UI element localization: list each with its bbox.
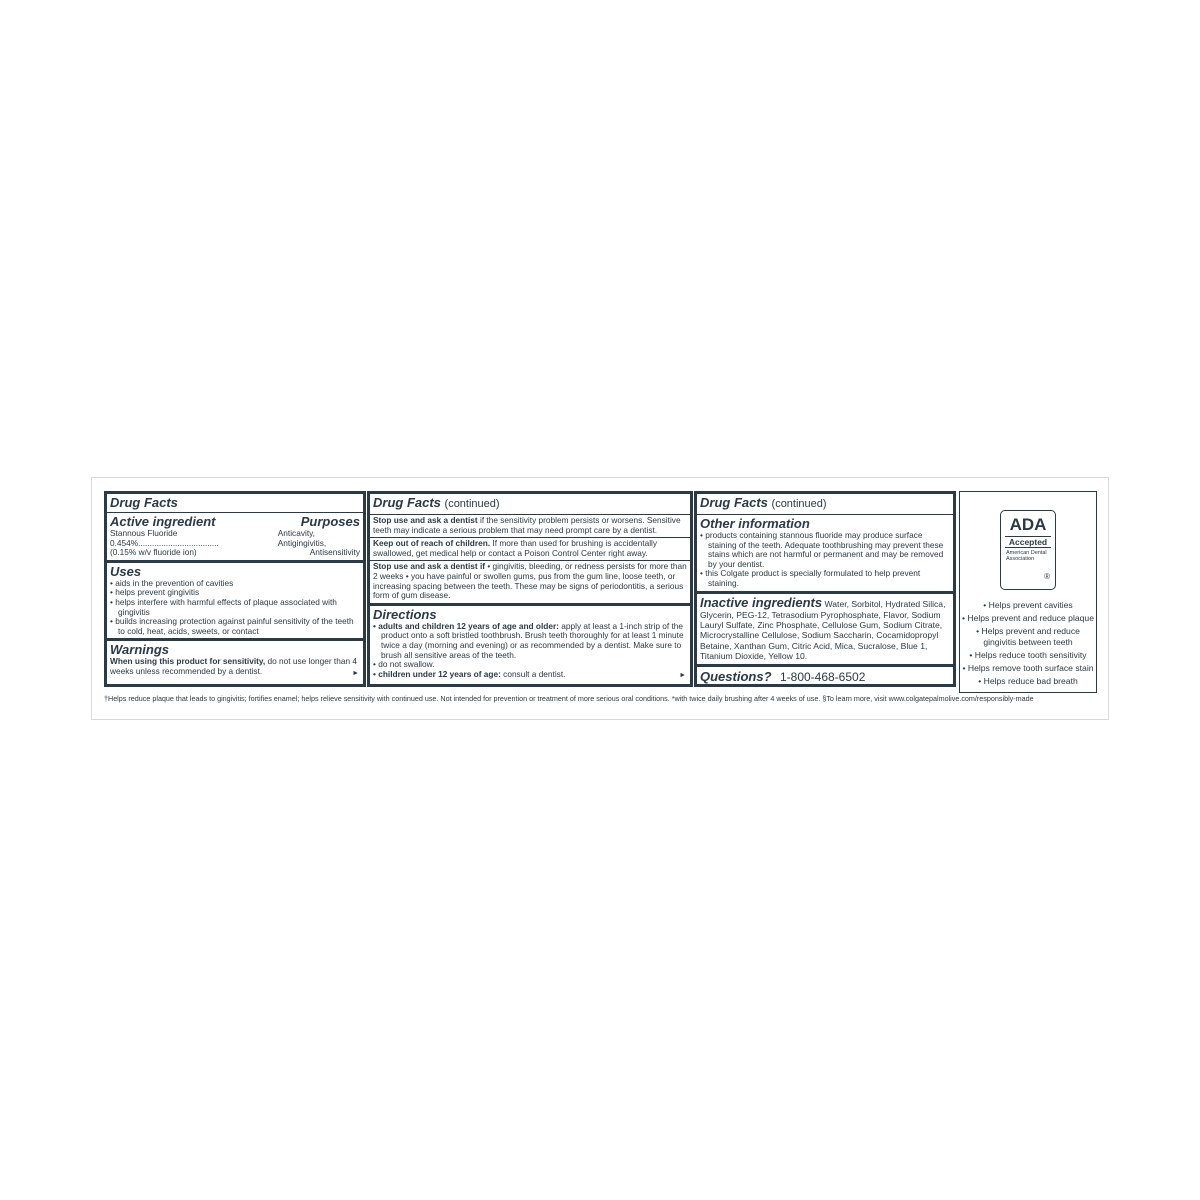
direction-adults-text: apply at least a 1-inch strip of the product onto a soft bristled toothbrush. Brush teeth thoroughly for at least 1 minute twice a day (morning and evening) or as recommended by a dentist. Make sure to brush all sensitive areas of the teeth. <box>381 620 684 660</box>
stop-use-gingivitis <box>370 561 690 605</box>
questions-heading: Questions? <box>700 668 772 684</box>
claim-item: • Helps reduce bad breath <box>978 676 1078 687</box>
warnings-section <box>107 641 363 678</box>
panel-2-title-section <box>370 494 690 515</box>
direction-item: • do not swallow. <box>373 659 435 670</box>
stop-use-if-text: • gingivitis, bleeding, or redness persists for more than 2 weeks • you have painful or swollen gums, pus from the gum line, loose teeth, or increasing spacing between the teeth. These may be signs of periodontitis, a serious form of gum disease. <box>373 561 687 601</box>
continue-arrow-icon: ► <box>679 672 686 680</box>
direction-children-text: consult a dentist. <box>500 668 566 679</box>
keep-out-heading: Keep out of reach of children. <box>373 538 491 549</box>
phone-number: 1-800-468-6502 <box>779 669 866 684</box>
purpose-2: Antisensitivity <box>309 547 360 558</box>
stop-use-if-heading: Stop use and ask a dentist if <box>373 561 486 572</box>
claim-item: • Helps prevent and reduce gingivitis between teeth <box>976 626 1080 647</box>
inactive-ingredients-section <box>697 594 953 667</box>
continue-arrow-icon: ► <box>352 669 359 677</box>
warnings-heading: Warnings <box>110 642 169 658</box>
uses-heading: Uses <box>110 563 142 579</box>
claim-item: • Helps prevent cavities <box>983 600 1073 610</box>
inactive-ingredients-list: Water, Sorbitol, Hydrated Silica, Glycerin, PEG-12, Tetrasodium Pyrophosphate, Flavor, Sodium Lauryl Sulfate, Zinc Phosphate, Cellulose Gum, Sodium Citrate, Microcrystalline Cellulose, Sodium Saccharin, Cocamidopropyl Betaine, Xanthan Gum, Citric Acid, Mica, Sucralose, Blue 1, Titanium Dioxide, Yellow 10. <box>700 598 946 662</box>
footnote: †Helps reduce plaque that leads to gingivitis; fortifies enamel; helps relieve sensitivity with continued use. Not intended for prevention or treatment of more serious oral conditions. *with twice daily brushing after 4 weeks of use. §To learn more, visit www.colgatepalmolive.com/responsibly-made <box>104 694 1034 703</box>
direction-children-label: • children under 12 years of age: <box>373 668 501 679</box>
purpose-1: Anticavity, Antigingivitis, <box>277 528 327 548</box>
ada-seal <box>1000 510 1056 590</box>
registered-mark-icon: ® <box>1044 572 1050 581</box>
keep-out-text: If more than used for brushing is accidentally swallowed, get medical help or contact a Poison Control Center right away. <box>373 538 658 558</box>
claim-item: • Helps prevent and reduce plaque <box>961 613 1094 624</box>
claim-item: • Helps reduce tooth sensitivity <box>969 649 1087 660</box>
panel-1-title-section <box>107 494 363 513</box>
use-item: • helps interfere with harmful effects of plaque associated with gingivitis <box>110 596 337 617</box>
drug-facts-panel-3 <box>694 491 956 687</box>
stop-use-heading: Stop use and ask a dentist <box>373 515 478 525</box>
warnings-lead: When using this product for sensitivity, <box>110 656 266 667</box>
ingredient-concentration: (0.15% w/v fluoride ion) <box>110 547 197 558</box>
claim-item: • Helps remove tooth surface stain <box>962 663 1094 674</box>
keep-out-of-reach <box>370 538 690 561</box>
purposes-heading: Purposes <box>300 514 360 529</box>
ada-logo-text: ADA <box>1009 515 1047 534</box>
drug-facts-panel-1 <box>104 491 366 687</box>
continued-label: (continued) <box>771 498 827 510</box>
direction-item <box>373 670 687 680</box>
benefit-claims <box>960 600 1096 689</box>
drug-facts-title: Drug Facts <box>700 495 768 510</box>
direction-adults-label: • adults and children 12 years of age and older: <box>373 620 559 631</box>
directions-heading: Directions <box>373 606 437 622</box>
ada-organization: American Dental Association <box>1006 550 1047 562</box>
drug-facts-title: Drug Facts <box>373 495 441 510</box>
use-item: • helps prevent gingivitis <box>110 587 200 598</box>
direction-item <box>373 622 687 660</box>
other-info-item: • products containing stannous fluoride may produce surface staining of the teeth. Adequate toothbrushing may prevent these stains which are not harmful or permanent and may be removed by your dentist. <box>700 530 944 569</box>
active-ingredient-section <box>107 513 363 563</box>
use-item: • aids in the prevention of cavities <box>110 577 234 588</box>
directions-section <box>370 606 690 682</box>
other-information-heading: Other information <box>700 516 810 531</box>
stop-use-text: if the sensitivity problem persists or worsens. Sensitive teeth may indicate a serious problem that may need prompt care by a dentist. <box>373 515 681 535</box>
continued-label: (continued) <box>444 498 500 510</box>
drug-facts-title: Drug Facts <box>110 495 178 510</box>
use-item: • builds increasing protection against painful sensitivity of the teeth to cold, heat, acids, sweets, or contact <box>110 616 354 636</box>
stop-use-sensitivity <box>370 515 690 538</box>
active-ingredient-heading: Active ingredient <box>110 514 216 529</box>
drug-facts-panel-2 <box>367 491 693 687</box>
ada-accepted-text: Accepted <box>1005 536 1051 548</box>
ingredient-name: Stannous Fluoride 0.454%................................... <box>110 528 219 548</box>
other-info-item: • this Colgate product is specially formulated to help prevent staining. <box>700 568 921 588</box>
other-information-section <box>697 515 953 594</box>
questions-section <box>697 667 953 688</box>
warnings-text: do not use longer than 4 weeks unless recommended by a dentist. <box>110 656 357 676</box>
claims-panel <box>959 491 1097 693</box>
inactive-ingredients-heading: Inactive ingredients <box>700 594 823 610</box>
drug-facts-label <box>91 477 1109 720</box>
uses-section <box>107 563 363 642</box>
panel-3-title-section <box>697 494 953 515</box>
